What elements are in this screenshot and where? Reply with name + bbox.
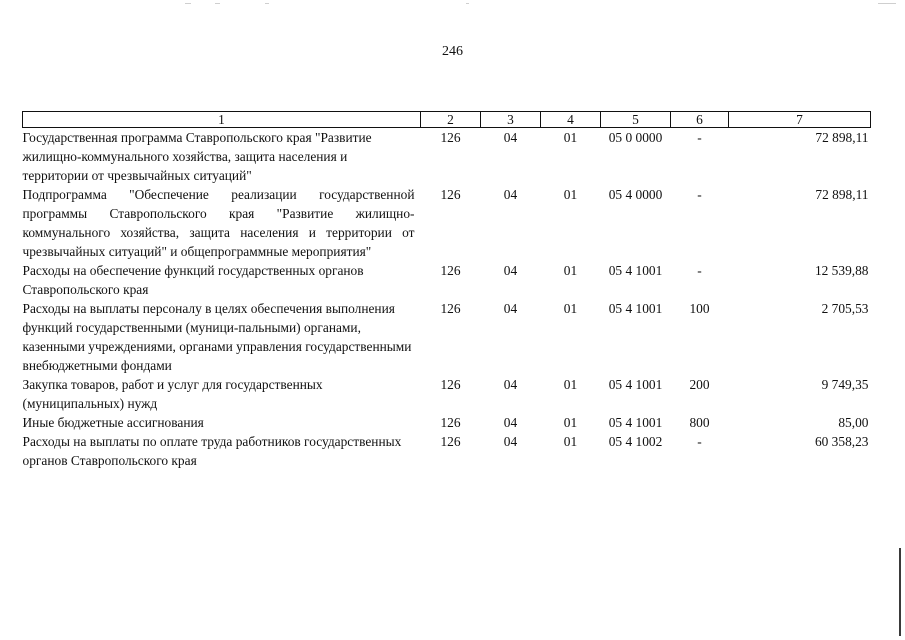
row-col-3: 04: [503, 301, 518, 316]
page-number: 246: [442, 44, 463, 59]
row-col-2: 126: [440, 434, 461, 449]
row-col-6: -: [697, 434, 702, 449]
row-col-3: 04: [503, 434, 518, 449]
row-name: Расходы на обеспечение функций государственных органов Ставропольского края: [22, 263, 364, 297]
row-amount: 72 898,11: [815, 130, 869, 145]
row-col-5: 05 4 1001: [608, 263, 663, 278]
row-col-3: 04: [503, 130, 518, 145]
row-col-6: 800: [689, 415, 710, 430]
budget-table: [22, 111, 871, 470]
row-col-3: 04: [503, 187, 518, 202]
table-body: [23, 128, 871, 471]
table-row: [23, 185, 871, 261]
row-amount: 9 749,35: [821, 377, 869, 392]
header-col-5: 5: [601, 112, 671, 128]
row-col-6: 100: [689, 301, 710, 316]
row-col-4: 01: [563, 263, 578, 278]
row-col-5: 05 0 0000: [608, 130, 663, 145]
row-col-2: 126: [440, 187, 461, 202]
scan-speck: [265, 3, 269, 4]
row-col-4: 01: [563, 415, 578, 430]
row-amount: 85,00: [838, 415, 869, 430]
scan-speck: [215, 3, 220, 4]
row-col-5: 05 4 0000: [608, 187, 663, 202]
table-row: [23, 375, 871, 413]
row-name: Государственная программа Ставропольского края "Развитие жилищно-коммунального хозяйства, защита населения и территории от чрезвычайных ситуаций": [22, 130, 372, 183]
row-col-6: 200: [689, 377, 710, 392]
header-col-2: 2: [421, 112, 481, 128]
row-col-5: 05 4 1001: [608, 301, 663, 316]
table-row: [23, 432, 871, 470]
row-col-5: 05 4 1001: [608, 415, 663, 430]
row-col-2: 126: [440, 301, 461, 316]
row-col-5: 05 4 1001: [608, 377, 663, 392]
row-name: Закупка товаров, работ и услуг для государственных (муниципальных) нужд: [22, 377, 323, 411]
row-amount: 60 358,23: [814, 434, 869, 449]
header-col-7: 7: [729, 112, 871, 128]
table-row: [23, 413, 871, 432]
row-amount: 72 898,11: [815, 187, 869, 202]
row-col-2: 126: [440, 130, 461, 145]
row-amount: 2 705,53: [821, 301, 869, 316]
header-row: [23, 112, 871, 128]
row-col-4: 01: [563, 377, 578, 392]
row-col-2: 126: [440, 415, 461, 430]
scan-edge-mark: [899, 548, 901, 636]
row-name: Расходы на выплаты персоналу в целях обеспечения выполнения функций государственными (муници-пальными) органами, казенными учреждениями, органами управления государственными внебюджетными фондами: [22, 301, 412, 373]
row-col-5: 05 4 1002: [608, 434, 663, 449]
table-row: [23, 128, 871, 186]
row-col-3: 04: [503, 415, 518, 430]
scan-speck: [185, 3, 191, 4]
row-name: Подпрограмма "Обеспечение реализации государственной программы Ставропольского края "Развитие жилищно-коммунального хозяйства, защита населения и территории от чрезвычайных ситуаций" и общепрограммные мероприятия": [22, 187, 415, 259]
scan-speck: [466, 3, 469, 4]
header-col-3: 3: [481, 112, 541, 128]
row-col-3: 04: [503, 377, 518, 392]
row-col-6: -: [697, 263, 702, 278]
row-amount: 12 539,88: [814, 263, 869, 278]
header-col-1: 1: [23, 112, 421, 128]
row-col-4: 01: [563, 301, 578, 316]
row-col-6: -: [697, 187, 702, 202]
table-row: [23, 299, 871, 375]
table-header: [23, 112, 871, 128]
row-col-4: 01: [563, 130, 578, 145]
scan-speck: [878, 3, 896, 4]
row-col-2: 126: [440, 263, 461, 278]
table-row: [23, 261, 871, 299]
row-name: Расходы на выплаты по оплате труда работников государственных органов Ставропольского края: [22, 434, 402, 468]
row-col-2: 126: [440, 377, 461, 392]
header-col-6: 6: [671, 112, 729, 128]
row-col-6: -: [697, 130, 702, 145]
row-name: Иные бюджетные ассигнования: [22, 415, 204, 430]
row-col-4: 01: [563, 187, 578, 202]
row-col-3: 04: [503, 263, 518, 278]
row-col-4: 01: [563, 434, 578, 449]
header-col-4: 4: [541, 112, 601, 128]
